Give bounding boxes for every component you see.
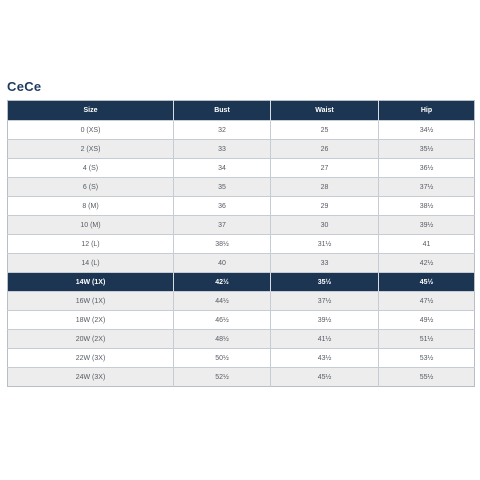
cell-size: 12 (L) bbox=[8, 235, 174, 254]
cell-hip: 42½ bbox=[379, 254, 475, 273]
table-row bbox=[8, 197, 475, 216]
cell-hip: 55½ bbox=[379, 368, 475, 387]
cell-hip: 36½ bbox=[379, 159, 475, 178]
table-row bbox=[8, 254, 475, 273]
table-header-row bbox=[8, 101, 475, 121]
table-row bbox=[8, 273, 475, 292]
cell-hip: 34½ bbox=[379, 121, 475, 140]
cell-bust: 32 bbox=[174, 121, 271, 140]
cell-size: 14W (1X) bbox=[8, 273, 174, 292]
cell-waist: 29 bbox=[271, 197, 379, 216]
cell-bust: 38½ bbox=[174, 235, 271, 254]
cell-hip: 47½ bbox=[379, 292, 475, 311]
cell-bust: 42½ bbox=[174, 273, 271, 292]
header-waist: Waist bbox=[271, 101, 379, 121]
cell-waist: 35½ bbox=[271, 273, 379, 292]
cell-waist: 28 bbox=[271, 178, 379, 197]
cell-hip: 45½ bbox=[379, 273, 475, 292]
cell-size: 14 (L) bbox=[8, 254, 174, 273]
cell-bust: 36 bbox=[174, 197, 271, 216]
cell-hip: 53½ bbox=[379, 349, 475, 368]
cell-hip: 39½ bbox=[379, 216, 475, 235]
cell-waist: 43½ bbox=[271, 349, 379, 368]
cell-bust: 52½ bbox=[174, 368, 271, 387]
cell-size: 24W (3X) bbox=[8, 368, 174, 387]
cell-size: 22W (3X) bbox=[8, 349, 174, 368]
cell-hip: 35½ bbox=[379, 140, 475, 159]
table-row bbox=[8, 292, 475, 311]
cell-size: 6 (S) bbox=[8, 178, 174, 197]
size-chart-table bbox=[7, 100, 475, 387]
table-row bbox=[8, 140, 475, 159]
cell-size: 16W (1X) bbox=[8, 292, 174, 311]
table-row bbox=[8, 349, 475, 368]
cell-size: 10 (M) bbox=[8, 216, 174, 235]
cell-bust: 34 bbox=[174, 159, 271, 178]
cell-hip: 51½ bbox=[379, 330, 475, 349]
cell-waist: 30 bbox=[271, 216, 379, 235]
cell-bust: 48½ bbox=[174, 330, 271, 349]
table-row bbox=[8, 178, 475, 197]
cell-size: 8 (M) bbox=[8, 197, 174, 216]
cell-waist: 41½ bbox=[271, 330, 379, 349]
cell-size: 2 (XS) bbox=[8, 140, 174, 159]
cell-waist: 26 bbox=[271, 140, 379, 159]
table-row bbox=[8, 330, 475, 349]
cell-size: 20W (2X) bbox=[8, 330, 174, 349]
header-bust: Bust bbox=[174, 101, 271, 121]
header-hip: Hip bbox=[379, 101, 475, 121]
cell-hip: 38½ bbox=[379, 197, 475, 216]
table-row bbox=[8, 235, 475, 254]
cell-size: 0 (XS) bbox=[8, 121, 174, 140]
cell-bust: 33 bbox=[174, 140, 271, 159]
table-row bbox=[8, 311, 475, 330]
cell-waist: 37½ bbox=[271, 292, 379, 311]
cell-size: 4 (S) bbox=[8, 159, 174, 178]
cell-bust: 37 bbox=[174, 216, 271, 235]
cell-waist: 45½ bbox=[271, 368, 379, 387]
header-size: Size bbox=[8, 101, 174, 121]
cell-hip: 41 bbox=[379, 235, 475, 254]
cell-bust: 35 bbox=[174, 178, 271, 197]
cell-waist: 31½ bbox=[271, 235, 379, 254]
cell-hip: 49½ bbox=[379, 311, 475, 330]
cell-bust: 46½ bbox=[174, 311, 271, 330]
table-row bbox=[8, 159, 475, 178]
table-row bbox=[8, 216, 475, 235]
cell-waist: 39½ bbox=[271, 311, 379, 330]
brand-title: CeCe bbox=[7, 79, 42, 94]
cell-size: 18W (2X) bbox=[8, 311, 174, 330]
cell-waist: 27 bbox=[271, 159, 379, 178]
cell-hip: 37½ bbox=[379, 178, 475, 197]
cell-bust: 50½ bbox=[174, 349, 271, 368]
table-row bbox=[8, 368, 475, 387]
cell-bust: 40 bbox=[174, 254, 271, 273]
cell-waist: 25 bbox=[271, 121, 379, 140]
cell-waist: 33 bbox=[271, 254, 379, 273]
table-row bbox=[8, 121, 475, 140]
cell-bust: 44½ bbox=[174, 292, 271, 311]
